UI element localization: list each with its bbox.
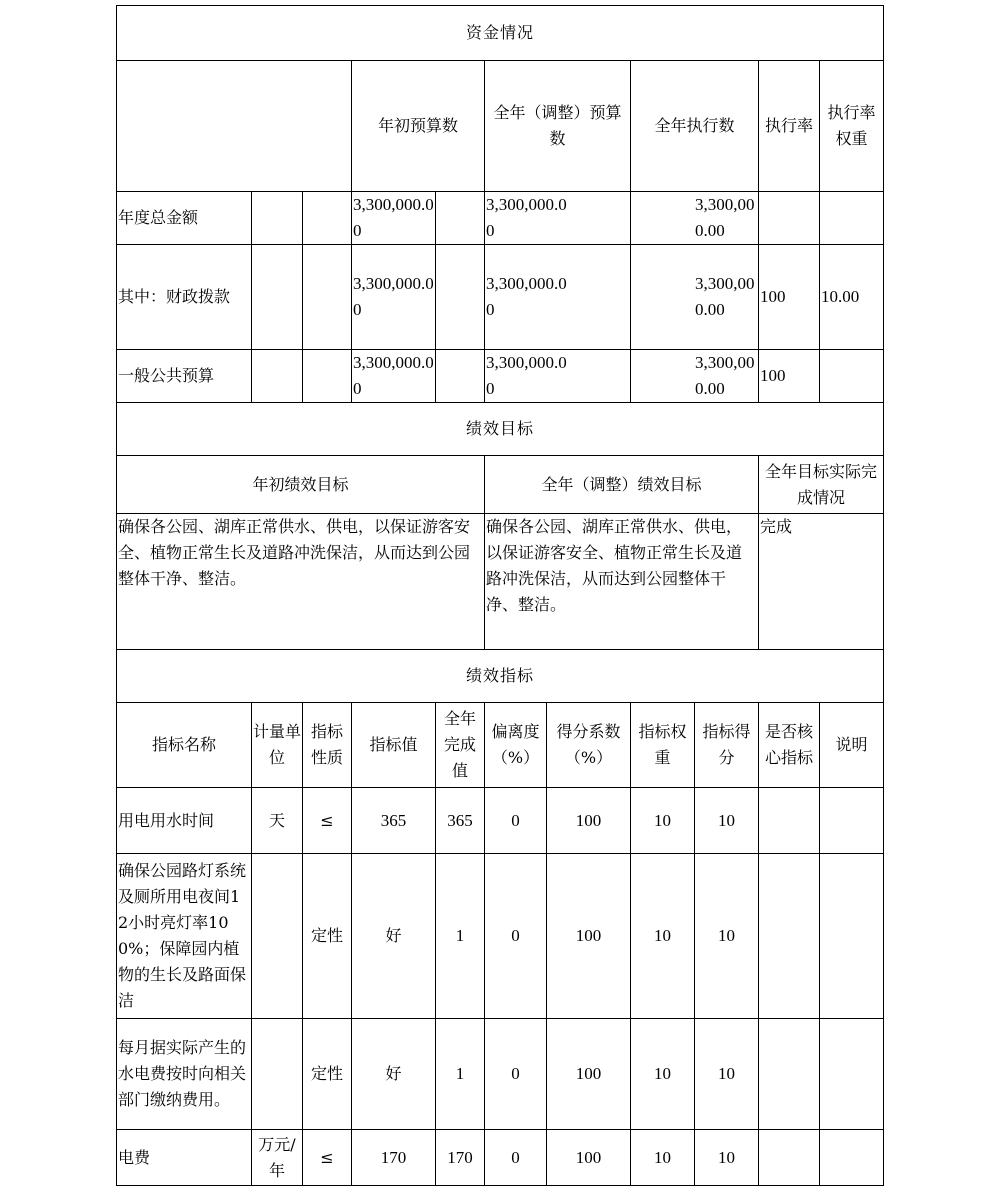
ind-note: [820, 1130, 884, 1186]
funds-row: [117, 245, 884, 350]
funds-row-executed: [631, 350, 759, 403]
funds-row-label: 年度总金额: [117, 192, 252, 245]
funds-row-weight: [820, 192, 884, 245]
ind-completed: 365: [436, 788, 485, 854]
ind-header-coefficient: 得分系数（%）: [547, 703, 631, 788]
funds-row-blank: [436, 245, 485, 350]
funds-row-executed: [631, 192, 759, 245]
ind-header-unit: 计量单位: [252, 703, 303, 788]
ind-header-deviation: 偏离度（%）: [485, 703, 547, 788]
funds-row: [117, 192, 884, 245]
funds-header-weight: 执行率权重: [820, 61, 884, 192]
ind-unit: [252, 854, 303, 1019]
ind-deviation: 0: [485, 1019, 547, 1130]
ind-weight: 10: [631, 1130, 695, 1186]
funds-row-initial: 3,300,000.00: [352, 350, 436, 403]
ind-completed: 1: [436, 854, 485, 1019]
goals-header-initial: 年初绩效目标: [117, 456, 485, 514]
ind-score: 10: [695, 788, 759, 854]
ind-weight: 10: [631, 1019, 695, 1130]
funds-row-blank: [436, 192, 485, 245]
funds-row-adjusted: [485, 350, 631, 403]
funds-row-executed-value: 3,300,000.00: [695, 353, 755, 398]
funds-row-rate: 100: [759, 350, 820, 403]
ind-name: 用电用水时间: [117, 788, 252, 854]
ind-header-completed: 全年完成值: [436, 703, 485, 788]
indicator-row: [117, 854, 884, 1019]
funds-header-adjusted: 全年（调整）预算数: [485, 61, 631, 192]
funds-row-blank: [303, 192, 352, 245]
funds-row-executed: [631, 245, 759, 350]
ind-score: 10: [695, 1130, 759, 1186]
ind-core: [759, 1130, 820, 1186]
goals-header-adjusted: 全年（调整）绩效目标: [485, 456, 759, 514]
ind-header-weight: 指标权重: [631, 703, 695, 788]
funds-row-blank: [303, 245, 352, 350]
ind-unit: 天: [252, 788, 303, 854]
indicator-row: [117, 1130, 884, 1186]
goals-initial-text: 确保各公园、湖库正常供水、供电，以保证游客安全、植物正常生长及道路冲洗保洁，从而达到公园整体干净、整洁。: [117, 514, 485, 650]
ind-value: 365: [352, 788, 436, 854]
indicator-row: [117, 1019, 884, 1130]
ind-note: [820, 854, 884, 1019]
ind-unit: [252, 1019, 303, 1130]
ind-name: 确保公园路灯系统及厕所用电夜间12小时亮灯率100%；保障园内植物的生长及路面保洁: [117, 854, 252, 1019]
goals-actual-text: 完成: [759, 514, 884, 650]
ind-header-core: 是否核心指标: [759, 703, 820, 788]
indicator-row: [117, 788, 884, 854]
ind-header-value: 指标值: [352, 703, 436, 788]
funds-row-rate: 100: [759, 245, 820, 350]
ind-header-note: 说明: [820, 703, 884, 788]
funds-row-initial: 3,300,000.00: [352, 245, 436, 350]
ind-value: 170: [352, 1130, 436, 1186]
funds-header-initial: 年初预算数: [352, 61, 485, 192]
ind-completed: 170: [436, 1130, 485, 1186]
funds-row-executed-value: 3,300,000.00: [695, 274, 755, 319]
funds-row-adjusted: [485, 192, 631, 245]
funds-row-weight: 10.00: [820, 245, 884, 350]
indicators-section-title: 绩效指标: [117, 650, 884, 703]
ind-deviation: 0: [485, 788, 547, 854]
ind-header-score: 指标得分: [695, 703, 759, 788]
funds-header-rate: 执行率: [759, 61, 820, 192]
funds-row-weight: [820, 350, 884, 403]
funds-row-blank: [436, 350, 485, 403]
ind-coefficient: 100: [547, 1019, 631, 1130]
ind-nature: 定性: [303, 1019, 352, 1130]
ind-value: 好: [352, 854, 436, 1019]
funds-row-blank: [252, 350, 303, 403]
funds-row-adjusted-value: 3,300,000.00: [486, 274, 567, 319]
ind-coefficient: 100: [547, 1130, 631, 1186]
performance-table: [116, 5, 884, 1186]
ind-nature: ≤: [303, 1130, 352, 1186]
ind-core: [759, 788, 820, 854]
ind-header-name: 指标名称: [117, 703, 252, 788]
funds-row-initial: 3,300,000.00: [352, 192, 436, 245]
funds-row-blank: [303, 350, 352, 403]
ind-nature: ≤: [303, 788, 352, 854]
funds-row-blank: [252, 192, 303, 245]
ind-nature: 定性: [303, 854, 352, 1019]
ind-coefficient: 100: [547, 854, 631, 1019]
ind-name: 电费: [117, 1130, 252, 1186]
ind-name: 每月据实际产生的水电费按时向相关部门缴纳费用。: [117, 1019, 252, 1130]
funds-row-adjusted-value: 3,300,000.00: [486, 353, 567, 398]
ind-header-nature: 指标性质: [303, 703, 352, 788]
ind-score: 10: [695, 1019, 759, 1130]
funds-row-executed-value: 3,300,000.00: [695, 195, 755, 240]
funds-section-title: 资金情况: [117, 6, 884, 61]
goals-section-title: 绩效目标: [117, 403, 884, 456]
ind-coefficient: 100: [547, 788, 631, 854]
ind-note: [820, 1019, 884, 1130]
ind-completed: 1: [436, 1019, 485, 1130]
funds-row-rate: [759, 192, 820, 245]
ind-core: [759, 1019, 820, 1130]
funds-row-adjusted-value: 3,300,000.00: [486, 195, 567, 240]
funds-row-label: 其中：财政拨款: [117, 245, 252, 350]
goals-header-actual: 全年目标实际完成情况: [759, 456, 884, 514]
funds-row: [117, 350, 884, 403]
funds-row-blank: [252, 245, 303, 350]
funds-header-blank: [117, 61, 352, 192]
ind-deviation: 0: [485, 1130, 547, 1186]
ind-deviation: 0: [485, 854, 547, 1019]
ind-unit: 万元/年: [252, 1130, 303, 1186]
ind-weight: 10: [631, 854, 695, 1019]
funds-header-executed: 全年执行数: [631, 61, 759, 192]
ind-weight: 10: [631, 788, 695, 854]
ind-score: 10: [695, 854, 759, 1019]
funds-row-label: 一般公共预算: [117, 350, 252, 403]
ind-value: 好: [352, 1019, 436, 1130]
ind-core: [759, 854, 820, 1019]
ind-note: [820, 788, 884, 854]
goals-adjusted-text: 确保各公园、湖库正常供水、供电，以保证游客安全、植物正常生长及道路冲洗保洁，从而达到公园整体干净、整洁。: [485, 514, 759, 650]
funds-row-adjusted: [485, 245, 631, 350]
